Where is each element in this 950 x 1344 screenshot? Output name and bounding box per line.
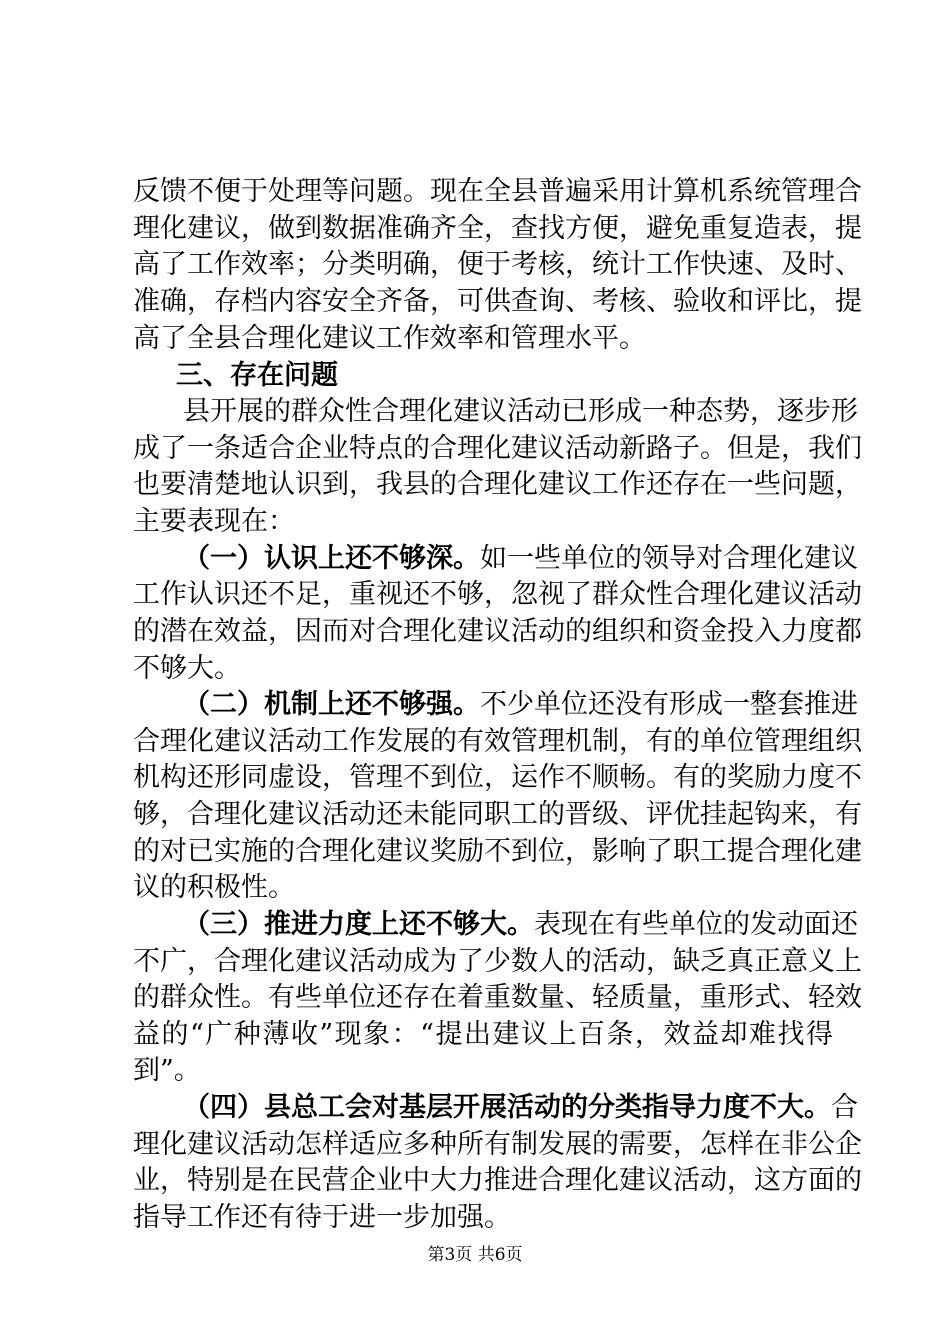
text-line: 议的积极性。 — [133, 872, 295, 903]
text-line: 反馈不便于处理等问题。现在全县普遍采用计算机系统管理合 — [133, 176, 862, 207]
subheading-1: （一）认识上还不够深。 — [183, 543, 480, 574]
text-line: 准确，存档内容安全齐备，可供查询、考核、验收和评比，提 — [133, 286, 862, 317]
text-line — [183, 687, 858, 723]
text-line: 的对已实施的合理化建议奖励不到位，影响了职工提合理化建 — [133, 836, 862, 867]
text-line: 理化建议活动怎样适应多种所有制发展的需要，怎样在非公企 — [133, 1129, 862, 1160]
text-line: 益的“广种薄收”现象：“提出建议上百条，效益却难找得 — [133, 1019, 833, 1050]
text-line — [183, 1090, 858, 1126]
text-line: 成了一条适合企业特点的合理化建议活动新路子。但是，我们 — [133, 433, 862, 464]
text-line — [183, 907, 858, 943]
text-line: 不够大。 — [133, 653, 241, 684]
text-line: 理化建议，做到数据准确齐全，查找方便，避免重复造表，提 — [133, 213, 862, 244]
text-line: 够，合理化建议活动还未能同职工的晋级、评优挂起钩来，有 — [133, 799, 862, 830]
text-line: 高了全县合理化建议工作效率和管理水平。 — [133, 323, 646, 354]
text-span: 合 — [831, 1092, 858, 1123]
text-line: 业，特别是在民营企业中大力推进合理化建议活动，这方面的 — [133, 1165, 862, 1196]
subheading-4: （四）县总工会对基层开展活动的分类指导力度不大。 — [183, 1092, 831, 1123]
text-span: 不少单位还没有形成一整套推进 — [480, 689, 858, 720]
text-line: 高了工作效率；分类明确，便于考核，统计工作快速、及时、 — [133, 249, 862, 280]
subheading-3: （三）推进力度上还不够大。 — [183, 909, 534, 940]
page-number-footer: 第3页 共6页 — [427, 1245, 523, 1265]
text-line: 主要表现在： — [133, 506, 295, 537]
text-line — [183, 541, 858, 577]
subheading-2: （二）机制上还不够强。 — [183, 689, 480, 720]
text-span: 表现在有些单位的发动面还 — [534, 909, 858, 940]
text-line: 工作认识还不足，重视还不够，忽视了群众性合理化建议活动 — [133, 579, 862, 610]
text-line: 合理化建议活动工作发展的有效管理机制，有的单位管理组织 — [133, 726, 862, 757]
section-heading-3: 三、存在问题 — [176, 360, 338, 391]
text-line: 的潜在效益，因而对合理化建议活动的组织和资金投入力度都 — [133, 616, 862, 647]
text-line: 指导工作还有待于进一步加强。 — [133, 1202, 511, 1233]
text-line: 也要清楚地认识到，我县的合理化建议工作还存在一些问题， — [133, 469, 862, 500]
text-line: 到”。 — [133, 1055, 201, 1086]
text-span: 如一些单位的领导对合理化建议 — [480, 543, 858, 574]
text-line: 的群众性。有些单位还存在着重数量、轻质量，重形式、轻效 — [133, 982, 862, 1013]
text-line: 县开展的群众性合理化建议活动已形成一种态势，逐步形 — [183, 396, 858, 427]
text-line: 不广，合理化建议活动成为了少数人的活动，缺乏真正意义上 — [133, 946, 862, 977]
text-line: 机构还形同虚设，管理不到位，运作不顺畅。有的奖励力度不 — [133, 762, 862, 793]
